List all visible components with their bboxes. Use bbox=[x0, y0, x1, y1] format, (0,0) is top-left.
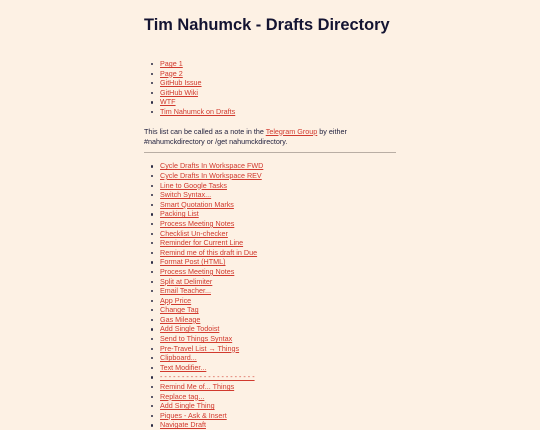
divider bbox=[144, 152, 396, 153]
action-link[interactable]: Gas Mileage bbox=[160, 314, 201, 324]
list-item bbox=[160, 296, 400, 306]
action-link[interactable]: Clipboard... bbox=[160, 353, 197, 363]
list-item bbox=[160, 171, 400, 181]
list-item bbox=[160, 382, 400, 392]
list-item bbox=[160, 334, 400, 344]
action-link[interactable]: App Price bbox=[160, 295, 192, 305]
nav-links-list bbox=[144, 59, 400, 117]
action-link[interactable]: Navigate Draft bbox=[160, 420, 206, 430]
action-link[interactable]: Email Teacher... bbox=[160, 286, 212, 296]
action-link[interactable]: Process Meeting Notes bbox=[160, 218, 235, 228]
nav-item-page-1 bbox=[160, 59, 400, 69]
action-link[interactable]: Remind me of this draft in Due bbox=[160, 247, 258, 257]
list-item bbox=[160, 392, 400, 402]
action-link[interactable]: Text Modifier... bbox=[160, 362, 207, 372]
nav-item-github-wiki bbox=[160, 88, 400, 98]
action-link[interactable]: Piques - Ask & Insert bbox=[160, 410, 227, 420]
action-link[interactable]: Split at Delimiter bbox=[160, 276, 213, 286]
nav-link-page-2[interactable]: Page 2 bbox=[160, 68, 183, 78]
action-link-separator[interactable]: - - - - - - - - - - - - - - - - - - - - - - bbox=[160, 372, 255, 382]
list-item bbox=[160, 372, 400, 382]
list-item bbox=[160, 344, 400, 354]
action-link[interactable]: Cycle Drafts In Workspace REV bbox=[160, 170, 262, 180]
list-item bbox=[160, 401, 400, 411]
nav-item-wtf bbox=[160, 97, 400, 107]
list-item bbox=[160, 363, 400, 373]
action-link[interactable]: Replace tag... bbox=[160, 391, 205, 401]
list-item bbox=[160, 248, 400, 258]
action-link[interactable]: Switch Syntax... bbox=[160, 190, 212, 200]
list-item bbox=[160, 161, 400, 171]
telegram-note bbox=[144, 127, 402, 148]
list-item bbox=[160, 200, 400, 210]
list-item bbox=[160, 324, 400, 334]
nav-link-tim-on-drafts[interactable]: Tim Nahumck on Drafts bbox=[160, 106, 236, 116]
action-link[interactable]: Pre-Travel List → Things bbox=[160, 343, 240, 353]
action-link[interactable]: Packing List bbox=[160, 209, 199, 219]
nav-link-wtf[interactable]: WTF bbox=[160, 97, 176, 107]
list-item bbox=[160, 229, 400, 239]
list-item bbox=[160, 267, 400, 277]
action-link[interactable]: Change Tag bbox=[160, 305, 199, 315]
note-or: or bbox=[204, 136, 216, 146]
list-item bbox=[160, 238, 400, 248]
list-item bbox=[160, 257, 400, 267]
nav-link-github-issue[interactable]: GitHub Issue bbox=[160, 78, 202, 88]
command-get: /get nahumckdirectory bbox=[215, 136, 286, 146]
page-title: Tim Nahumck - Drafts Directory bbox=[144, 16, 390, 34]
action-link[interactable]: Add Single Thing bbox=[160, 401, 215, 411]
page bbox=[144, 0, 400, 430]
actions-list bbox=[144, 161, 400, 430]
list-item bbox=[160, 420, 400, 430]
action-link[interactable]: Add Single Todoist bbox=[160, 324, 220, 334]
nav-link-page-1[interactable]: Page 1 bbox=[160, 59, 183, 68]
telegram-group-link[interactable]: Telegram Group bbox=[265, 126, 318, 136]
action-link[interactable]: Process Meeting Notes bbox=[160, 266, 235, 276]
action-link[interactable]: Line to Google Tasks bbox=[160, 180, 227, 190]
list-item bbox=[160, 219, 400, 229]
list-item bbox=[160, 286, 400, 296]
list-item bbox=[160, 190, 400, 200]
nav-item-page-2 bbox=[160, 69, 400, 79]
action-link[interactable]: Checklist Un-checker bbox=[160, 228, 228, 238]
list-item bbox=[160, 315, 400, 325]
list-item bbox=[160, 277, 400, 287]
nav-item-github-issue bbox=[160, 78, 400, 88]
note-suffix: . bbox=[285, 136, 288, 146]
command-hashtag: #nahumckdirectory bbox=[144, 136, 205, 146]
list-item bbox=[160, 209, 400, 219]
note-prefix: This list can be called as a note in the bbox=[144, 126, 266, 136]
action-link[interactable]: Reminder for Current Line bbox=[160, 238, 244, 248]
list-item bbox=[160, 181, 400, 191]
action-link[interactable]: Smart Quotation Marks bbox=[160, 199, 234, 209]
list-item bbox=[160, 353, 400, 363]
note-middle: by either bbox=[317, 126, 347, 136]
action-link[interactable]: Format Post (HTML) bbox=[160, 257, 226, 267]
list-item bbox=[160, 305, 400, 315]
list-item bbox=[160, 411, 400, 421]
nav-item-tim-on-drafts bbox=[160, 107, 400, 117]
action-link[interactable]: Remind Me of... Things bbox=[160, 382, 235, 392]
nav-link-github-wiki[interactable]: GitHub Wiki bbox=[160, 87, 198, 97]
action-link[interactable]: Send to Things Syntax bbox=[160, 334, 233, 344]
action-link[interactable]: Cycle Drafts In Workspace FWD bbox=[160, 161, 264, 171]
